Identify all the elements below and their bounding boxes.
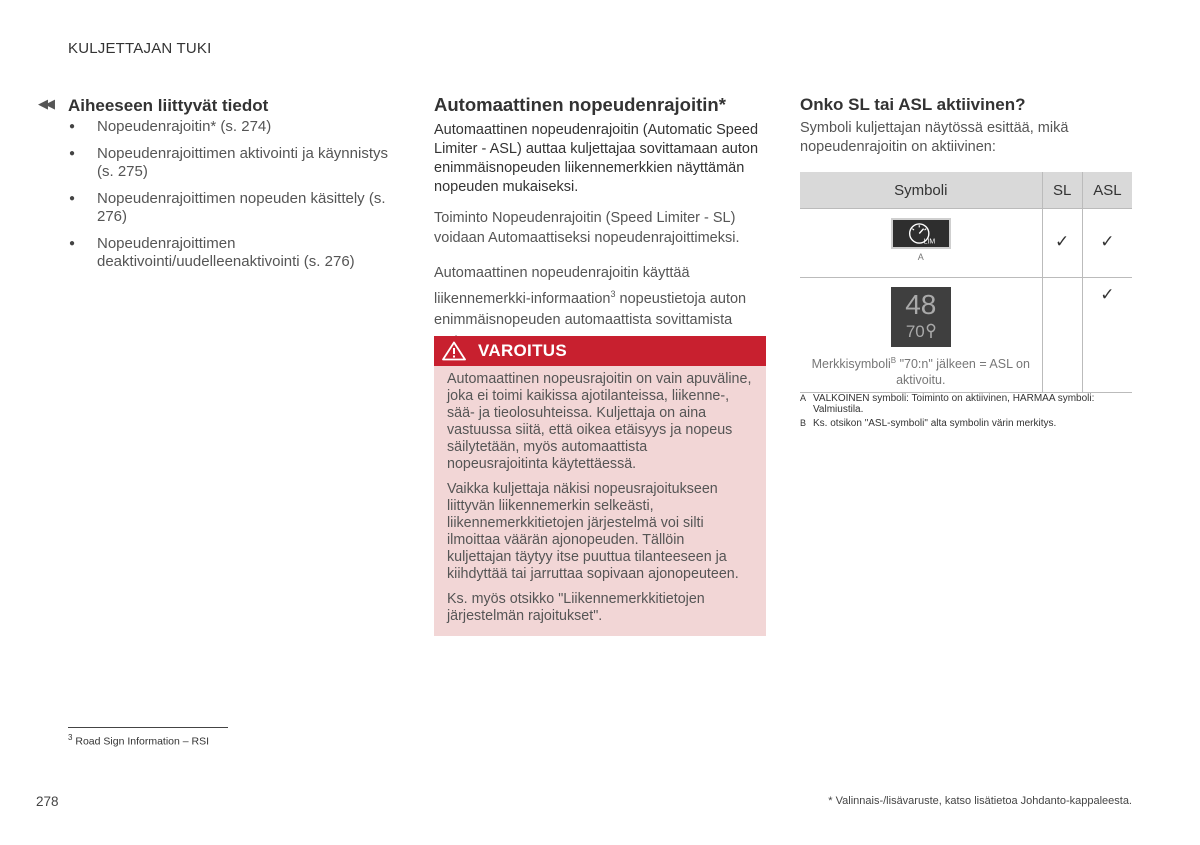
footnote [68,733,209,748]
table-row [800,209,1132,278]
related-link-item[interactable]: ● Nopeudenrajoittimen nopeuden käsittely (s. 276) [68,190,398,226]
warning-header [434,336,766,366]
related-links [68,118,398,280]
footnote-number: 3 [68,733,73,742]
related-link-item[interactable]: ● Nopeudenrajoitin* (s. 274) [68,118,398,136]
warning-title: VAROITUS [478,341,567,360]
related-link-item[interactable]: ● Nopeudenrajoittimen aktivointi ja käynnistys (s. 275) [68,145,398,181]
section-intro: Symboli kuljettajan näytössä esittää, mikä nopeudenrajoitin on aktiivinen: [800,120,1069,155]
table-row [800,278,1132,393]
check-icon: ✓ [1100,232,1115,251]
paragraph-text: nopeustietoja auton enimmäisnopeuden automaattista sovittamista [434,290,747,328]
table-header-row [800,172,1132,209]
sl-asl-section [800,95,1132,429]
column-header-symbol: Symboli [800,172,1042,209]
warning-body [434,366,766,625]
footnote-text: Road Sign Information – RSI [72,735,210,748]
symbol-table [800,172,1132,393]
pin-icon [926,323,936,339]
check-icon: ✓ [1055,232,1070,251]
article [434,94,766,624]
note-text: VALKOINEN symboli: Toiminto on aktiivinen, HARMAA symboli: Valmiustila. [813,393,1095,415]
sl-cell [1042,209,1082,278]
speed-readout: 48 [905,289,937,320]
warning-paragraph: Automaattinen nopeusrajoitin on vain apuväline, joka ei toimi kaikissa ajotilanteissa, liikenne-, sää- ja tieolosuhteissa. Kuljettaja on aina vastuussa siitä, että oikea etäisyys ja nopeus säilytetään, myös automaattista nopeusrajoitinta käytettäessä. [447,371,752,472]
warning-box [434,336,766,636]
footer-disclaimer: * Valinnais-/lisävaruste, katso lisätietoa Johdanto-kappaleesta. [828,795,1132,807]
symbol-cell [800,209,1042,278]
table-note [800,393,1132,415]
speed-limiter-lim-icon [891,218,951,249]
warning-paragraph: Ks. myös otsikko "Liikennemerkkitietojen järjestelmän rajoitukset". [447,591,705,624]
note-key: B [800,418,807,428]
page-number: 278 [36,794,59,809]
footnote-ref[interactable]: 3 [610,289,616,299]
road-sign-speed-icon [891,287,951,347]
related-info-title: Aiheeseen liittyvät tiedot [68,96,269,115]
related-link-item[interactable]: ● Nopeudenrajoittimen deaktivointi/uudelleenaktivointi (s. 276) [68,235,398,271]
article-lead: Automaattinen nopeudenrajoitin (Automatic Speed Limiter - ASL) auttaa kuljettajaa sovittamaan auton enimmäisnopeuden liikennemerkkien näyttämän nopeuden mukaiseksi. [434,122,759,195]
caption-text: Merkkisymboli [811,357,891,372]
section-title: KULJETTAJAN TUKI [68,40,212,57]
check-icon: ✓ [1100,285,1115,304]
speed-limit-value: 70 [905,322,925,341]
symbol-cell [800,278,1042,393]
table-notes [800,393,1132,432]
warning-paragraph: Vaikka kuljettaja näkisi nopeusrajoitukseen liittyvän liikennemerkin selkeästi, liikennemerkkitietojen järjestelmä voi silti ilmoittaa väärän ajonopeuden. Tällöin kuljettajan täytyy itse puuttua tilanteeseen ja kiihdyttää tai jarruttaa sopivaan ajonopeuteen. [447,481,739,582]
asl-cell [1082,278,1132,393]
lim-label: LIM [923,238,935,246]
section-heading: Onko SL tai ASL aktiivinen? [800,95,1026,114]
sl-cell [1042,278,1082,393]
column-header-asl: ASL [1082,172,1132,209]
paragraph-text: Automaattinen nopeudenrajoitin käyttää liikennemerkki-informaation [434,265,690,307]
article-title: Automaattinen nopeudenrajoitin* [434,94,726,115]
asl-cell [1082,209,1132,278]
symbol-caption [801,353,1041,388]
column-header-sl: SL [1042,172,1082,209]
warning-triangle-icon [442,341,466,361]
footnote-divider [68,727,228,728]
note-text: Ks. otsikon "ASL-symboli" alta symbolin värin merkitys. [813,418,1057,429]
article-paragraph: Toiminto Nopeudenrajoitin (Speed Limiter - SL) voidaan Automaattiseksi nopeudenrajoittimeksi. [434,210,740,246]
double-chevron-left-icon[interactable]: ◀◀ [38,96,52,111]
caption-text: "70:n" jälkeen = ASL on aktivoitu. [896,357,1030,388]
note-key: A [800,393,807,403]
footnote-mark: A [917,252,924,262]
table-note [800,418,1132,429]
footnote-mark: B [890,356,897,365]
